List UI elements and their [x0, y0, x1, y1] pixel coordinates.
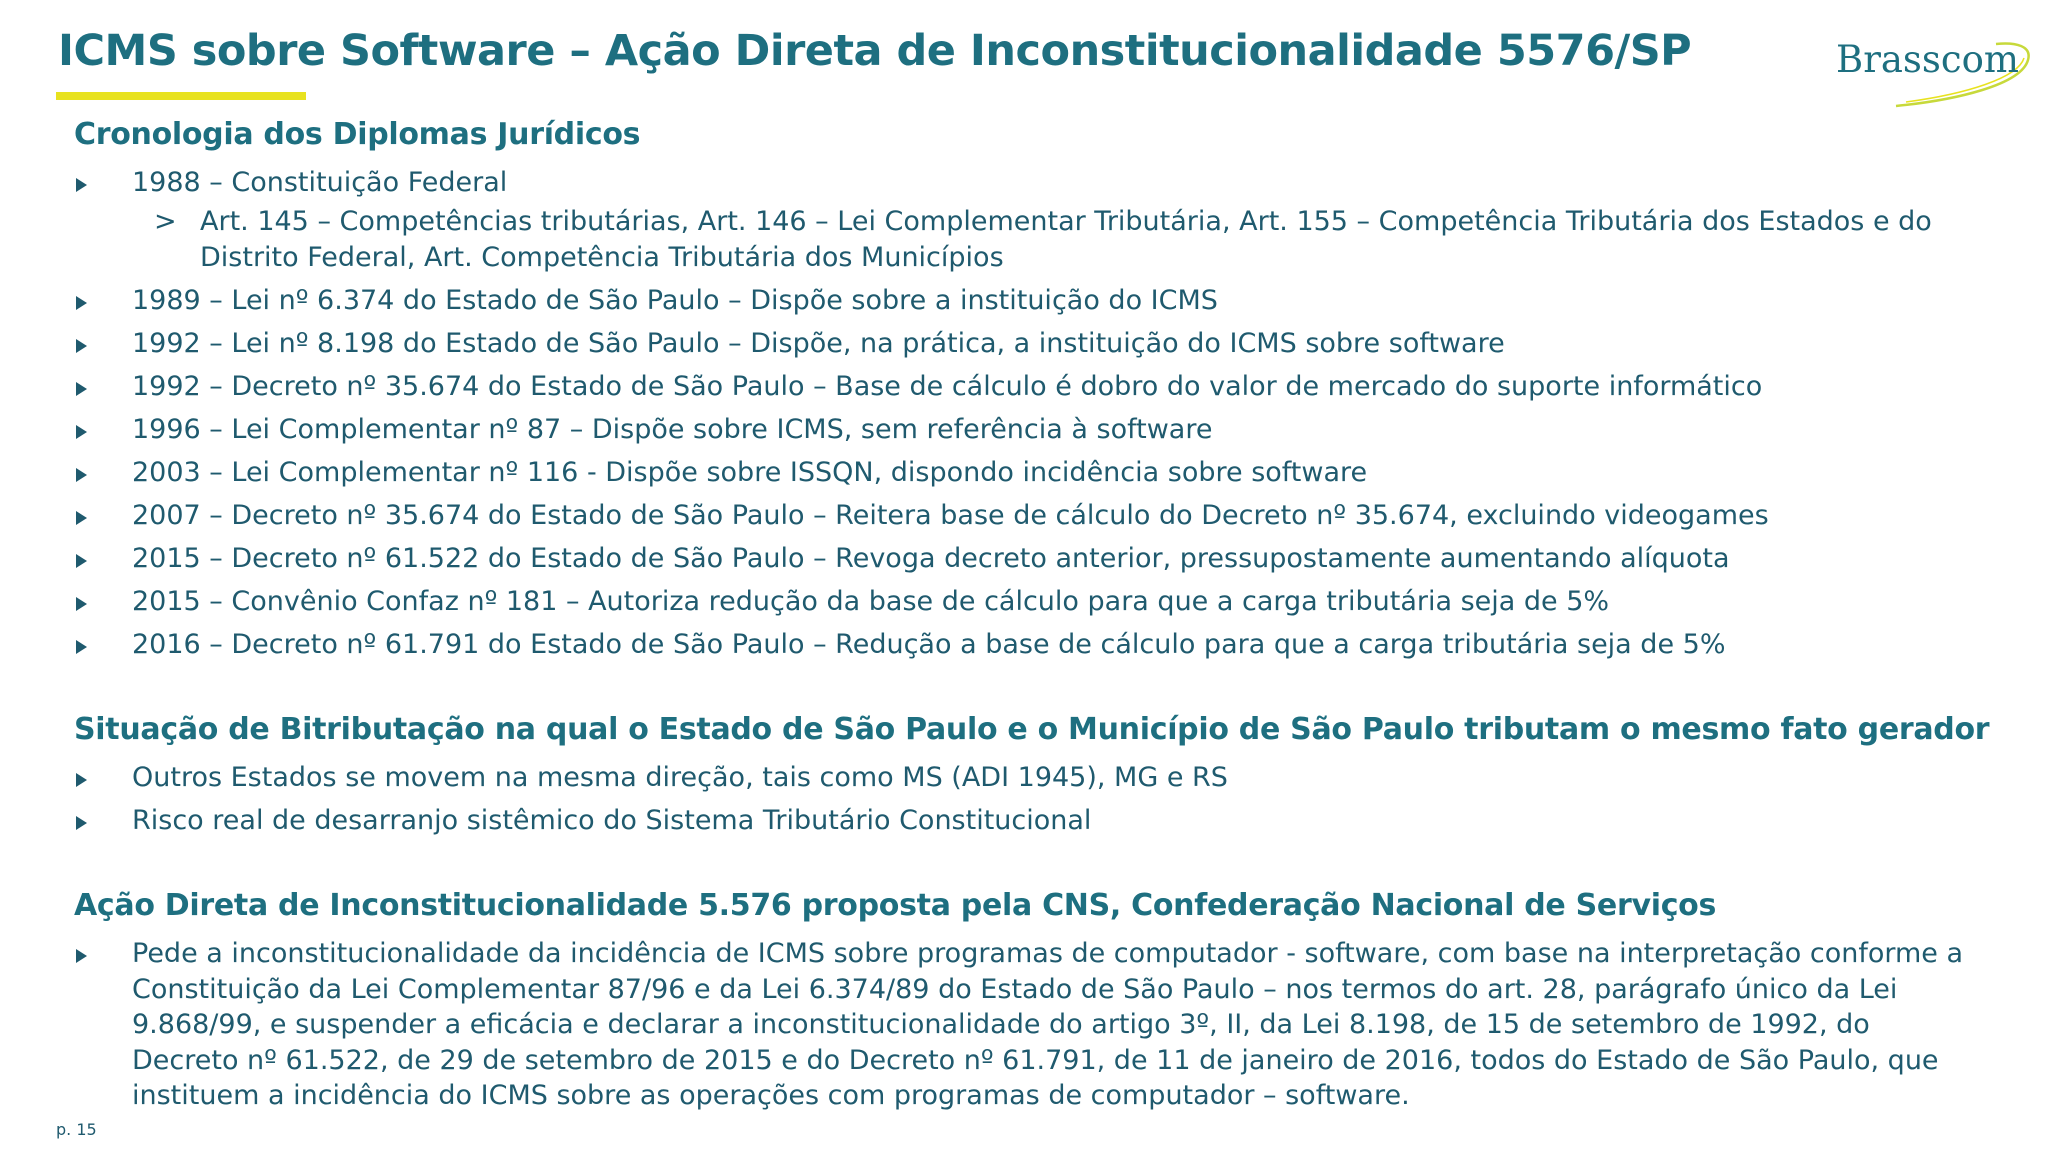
slide-content [74, 112, 1990, 1114]
triangle-bullet-icon [76, 816, 87, 830]
bullet-list [74, 760, 1974, 839]
list-item-text: 1992 – Decreto nº 35.674 do Estado de São Paulo – Base de cálculo é dobro do valor de mercado do suporte informático [132, 371, 1763, 402]
triangle-bullet-icon [76, 382, 87, 396]
triangle-bullet-icon [76, 773, 87, 787]
list-item-text: 1988 – Constituição Federal [132, 167, 508, 198]
triangle-bullet-icon [76, 296, 87, 310]
slide-title: ICMS sobre Software – Ação Direta de Inconstitucionalidade 5576/SP [58, 26, 1692, 76]
sub-list [132, 204, 1974, 276]
list-item [74, 541, 1974, 577]
triangle-bullet-icon [76, 597, 87, 611]
sub-list-item-text: Art. 145 – Competências tributárias, Art. 146 – Lei Complementar Tributária, Art. 155 – Competência Tributária dos Estados e do Distrito Federal, Art. Competência Tributária dos Municípios [200, 206, 1932, 273]
list-item [74, 627, 1974, 663]
list-item-text: 2015 – Decreto nº 61.522 do Estado de São Paulo – Revoga decreto anterior, pressupostamente aumentando alíquota [132, 543, 1730, 574]
bullet-list [74, 165, 1974, 663]
triangle-bullet-icon [76, 339, 87, 353]
list-item [74, 936, 1974, 1114]
section-heading: Situação de Bitributação na qual o Estado de São Paulo e o Município de São Paulo tributam o mesmo fato gerador [74, 712, 1990, 747]
list-item-text: 2007 – Decreto nº 35.674 do Estado de São Paulo – Reitera base de cálculo do Decreto nº 35.674, excluindo videogames [132, 500, 1769, 531]
page-number: p. 15 [56, 1120, 97, 1139]
list-item [74, 165, 1974, 276]
triangle-bullet-icon [76, 178, 87, 192]
list-item-text: 1989 – Lei nº 6.374 do Estado de São Paulo – Dispõe sobre a instituição do ICMS [132, 285, 1218, 316]
list-item [74, 760, 1974, 796]
bullet-list [74, 936, 1974, 1114]
list-item [74, 283, 1974, 319]
list-item-text: 2016 – Decreto nº 61.791 do Estado de São Paulo – Redução a base de cálculo para que a carga tributária seja de 5% [132, 629, 1726, 660]
list-item-text: Outros Estados se movem na mesma direção, tais como MS (ADI 1945), MG e RS [132, 762, 1228, 793]
section-adi-5576 [74, 883, 1974, 1114]
list-item-text: Risco real de desarranjo sistêmico do Sistema Tributário Constitucional [132, 805, 1092, 836]
triangle-bullet-icon [76, 468, 87, 482]
triangle-bullet-icon [76, 425, 87, 439]
list-item-text: 2003 – Lei Complementar nº 116 - Dispõe sobre ISSQN, dispondo incidência sobre software [132, 457, 1368, 488]
sub-bullet-marker: > [154, 206, 177, 237]
list-item [74, 455, 1974, 491]
triangle-bullet-icon [76, 554, 87, 568]
list-item-text: 2015 – Convênio Confaz nº 181 – Autoriza redução da base de cálculo para que a carga tributária seja de 5% [132, 586, 1610, 617]
section-heading: Ação Direta de Inconstitucionalidade 5.576 proposta pela CNS, Confederação Nacional de Serviços [74, 888, 1717, 923]
list-item [74, 369, 1974, 405]
list-item [74, 584, 1974, 620]
sub-list-item [132, 204, 1974, 276]
list-item [74, 803, 1974, 839]
list-item-text: 1996 – Lei Complementar nº 87 – Dispõe sobre ICMS, sem referência à software [132, 414, 1213, 445]
section-heading: Cronologia dos Diplomas Jurídicos [74, 117, 641, 152]
logo-text: Brasscom [1836, 38, 2019, 81]
list-item-text: 1992 – Lei nº 8.198 do Estado de São Paulo – Dispõe, na prática, a instituição do ICMS sobre software [132, 328, 1505, 359]
triangle-bullet-icon [76, 640, 87, 654]
triangle-bullet-icon [76, 949, 87, 963]
section-double-taxation [74, 707, 1990, 839]
list-item [74, 412, 1974, 448]
title-accent-bar [56, 92, 306, 100]
list-item [74, 498, 1974, 534]
brasscom-logo [1836, 30, 2036, 110]
section-chronology [74, 112, 1974, 663]
list-item [74, 326, 1974, 362]
triangle-bullet-icon [76, 511, 87, 525]
list-item-text: Pede a inconstitucionalidade da incidência de ICMS sobre programas de computador - software, com base na interpretação conforme a Constituição da Lei Complementar 87/96 e da Lei 6.374/89 do Estado de São Paulo – nos termos do art. 28, parágrafo único da Lei 9.868/99, e suspender a eficácia e declarar a inconstitucionalidade do artigo 3º, II, da Lei 8.198, de 15 de setembro de 1992, do Decreto nº 61.522, de 29 de setembro de 2015 e do Decreto nº 61.791, de 11 de janeiro de 2016, todos do Estado de São Paulo, que instituem a incidência do ICMS sobre as operações com programas de computador – software. [132, 938, 1964, 1111]
